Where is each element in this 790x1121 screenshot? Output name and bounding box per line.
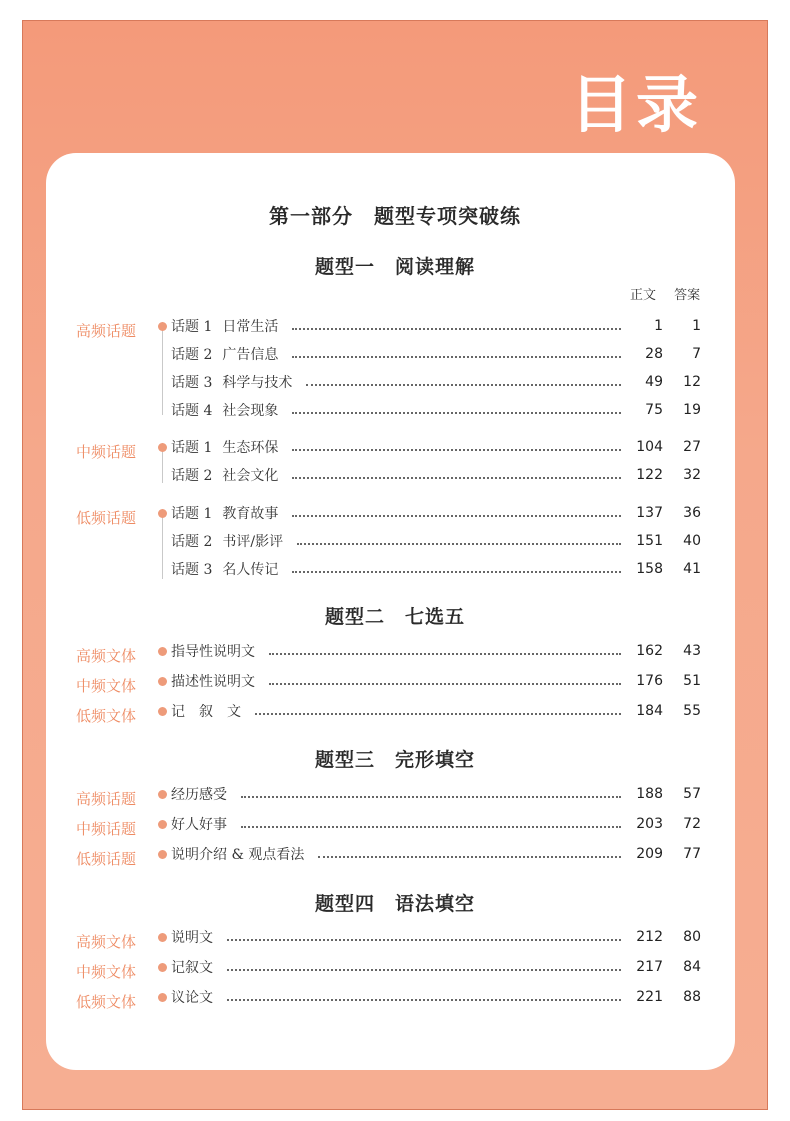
bullet-dot	[158, 790, 167, 799]
bullet-dot	[158, 647, 167, 656]
bullet-dot	[158, 322, 167, 331]
topic-name: 社会现象	[222, 403, 279, 419]
answer-page: 27	[683, 439, 701, 455]
text-page: 151	[636, 533, 663, 549]
topic-name: 好人好事	[171, 817, 227, 833]
toc-row[interactable]	[171, 344, 701, 364]
toc-row[interactable]	[171, 503, 701, 523]
category-label: 低频话题	[76, 509, 137, 527]
bullet-dot	[158, 993, 167, 1002]
answer-page: 84	[683, 959, 701, 975]
toc-row[interactable]	[171, 957, 701, 977]
toc-row[interactable]	[171, 844, 701, 864]
toc-row[interactable]	[171, 437, 701, 457]
dot-leader	[227, 939, 621, 941]
column-header-text: 正文	[630, 288, 657, 303]
text-page: 158	[636, 561, 663, 577]
part-title: 第一部分 题型专项突破练	[269, 204, 521, 228]
topic-number: 话题 1	[171, 440, 213, 456]
topic-name: 名人传记	[222, 562, 279, 578]
page-heading: 目录	[570, 68, 703, 141]
answer-page: 88	[683, 989, 701, 1005]
topic-name: 社会文化	[222, 468, 279, 484]
bullet-dot	[158, 820, 167, 829]
toc-row[interactable]	[171, 987, 701, 1007]
section-title-2: 题型二 七选五	[324, 606, 465, 628]
topic-number: 话题 1	[171, 506, 213, 522]
answer-page: 19	[683, 402, 701, 418]
answer-page: 51	[683, 673, 701, 689]
answer-page: 7	[692, 346, 701, 362]
divider-line	[162, 322, 163, 415]
dot-leader	[292, 515, 621, 517]
dot-leader	[241, 826, 621, 828]
toc-row[interactable]	[171, 784, 701, 804]
topic-name: 记 叙 文	[171, 704, 241, 720]
answer-page: 77	[683, 846, 701, 862]
category-label: 低频文体	[76, 707, 137, 725]
topic-name: 生态环保	[222, 440, 279, 456]
toc-row[interactable]	[171, 400, 701, 420]
toc-row[interactable]	[171, 927, 701, 947]
dot-leader	[292, 412, 621, 414]
section-title-3: 题型三 完形填空	[314, 749, 475, 771]
category-label: 低频文体	[76, 993, 137, 1011]
dot-leader	[318, 856, 621, 858]
toc-row[interactable]	[171, 671, 701, 691]
toc-row[interactable]	[171, 701, 701, 721]
answer-page: 1	[692, 318, 701, 334]
dot-leader	[292, 571, 621, 573]
answer-page: 36	[683, 505, 701, 521]
topic-name: 经历感受	[171, 787, 227, 803]
text-page: 122	[636, 467, 663, 483]
category-label: 中频话题	[76, 820, 137, 838]
dot-leader	[227, 969, 621, 971]
text-page: 1	[654, 318, 663, 334]
dot-leader	[292, 328, 621, 330]
topic-name: 书评/影评	[222, 534, 284, 550]
answer-page: 43	[683, 643, 701, 659]
bullet-dot	[158, 677, 167, 686]
column-headers	[630, 284, 714, 303]
text-page: 188	[636, 786, 663, 802]
bullet-dot	[158, 933, 167, 942]
category-label: 高频文体	[76, 933, 137, 951]
text-page: 184	[636, 703, 663, 719]
answer-page: 41	[683, 561, 701, 577]
dot-leader	[306, 384, 621, 386]
toc-row[interactable]	[171, 316, 701, 336]
category-label: 高频文体	[76, 647, 137, 665]
topic-number: 话题 4	[171, 403, 213, 419]
topic-number: 话题 3	[171, 375, 213, 391]
category-label: 高频话题	[76, 322, 137, 340]
dot-leader	[297, 543, 621, 545]
divider-line	[162, 509, 163, 579]
answer-page: 80	[683, 929, 701, 945]
text-page: 49	[645, 374, 663, 390]
answer-page: 57	[683, 786, 701, 802]
text-page: 75	[645, 402, 663, 418]
text-page: 212	[636, 929, 663, 945]
text-page: 104	[636, 439, 663, 455]
topic-number: 话题 2	[171, 534, 213, 550]
text-page: 209	[636, 846, 663, 862]
text-page: 217	[636, 959, 663, 975]
toc-row[interactable]	[171, 531, 701, 551]
bullet-dot	[158, 509, 167, 518]
column-header-answer: 答案	[674, 288, 701, 303]
toc-row[interactable]	[171, 465, 701, 485]
text-page: 28	[645, 346, 663, 362]
bullet-dot	[158, 850, 167, 859]
section-title-4: 题型四 语法填空	[314, 893, 475, 915]
bullet-dot	[158, 963, 167, 972]
topic-name: 教育故事	[222, 506, 279, 522]
category-label: 中频文体	[76, 963, 137, 981]
dot-leader	[292, 449, 621, 451]
topic-number: 话题 2	[171, 468, 213, 484]
topic-name: 指导性说明文	[171, 644, 255, 660]
topic-name: 记叙文	[171, 960, 213, 976]
topic-name: 议论文	[171, 990, 213, 1006]
text-page: 203	[636, 816, 663, 832]
text-page: 221	[636, 989, 663, 1005]
dot-leader	[255, 713, 621, 715]
topic-name: 科学与技术	[222, 375, 293, 391]
answer-page: 72	[683, 816, 701, 832]
topic-name: 说明文	[171, 930, 213, 946]
toc-row[interactable]	[171, 559, 701, 579]
answer-page: 12	[683, 374, 701, 390]
topic-number: 话题 2	[171, 347, 213, 363]
category-label: 中频文体	[76, 677, 137, 695]
topic-number: 话题 3	[171, 562, 213, 578]
dot-leader	[269, 653, 621, 655]
toc-row[interactable]	[171, 641, 701, 661]
dot-leader	[241, 796, 621, 798]
category-label: 高频话题	[76, 790, 137, 808]
dot-leader	[269, 683, 621, 685]
toc-row[interactable]	[171, 814, 701, 834]
category-label: 低频话题	[76, 850, 137, 868]
topic-number: 话题 1	[171, 319, 213, 335]
topic-name: 说明介绍 & 观点看法	[171, 847, 305, 863]
toc-row[interactable]	[171, 372, 701, 392]
text-page: 176	[636, 673, 663, 689]
topic-name: 广告信息	[222, 347, 279, 363]
topic-name: 日常生活	[222, 319, 279, 335]
answer-page: 55	[683, 703, 701, 719]
answer-page: 40	[683, 533, 701, 549]
dot-leader	[227, 999, 621, 1001]
bullet-dot	[158, 707, 167, 716]
topic-name: 描述性说明文	[171, 674, 255, 690]
answer-page: 32	[683, 467, 701, 483]
text-page: 162	[636, 643, 663, 659]
text-page: 137	[636, 505, 663, 521]
dot-leader	[292, 356, 621, 358]
dot-leader	[292, 477, 621, 479]
section-title-1: 题型一 阅读理解	[314, 256, 475, 278]
category-label: 中频话题	[76, 443, 137, 461]
bullet-dot	[158, 443, 167, 452]
